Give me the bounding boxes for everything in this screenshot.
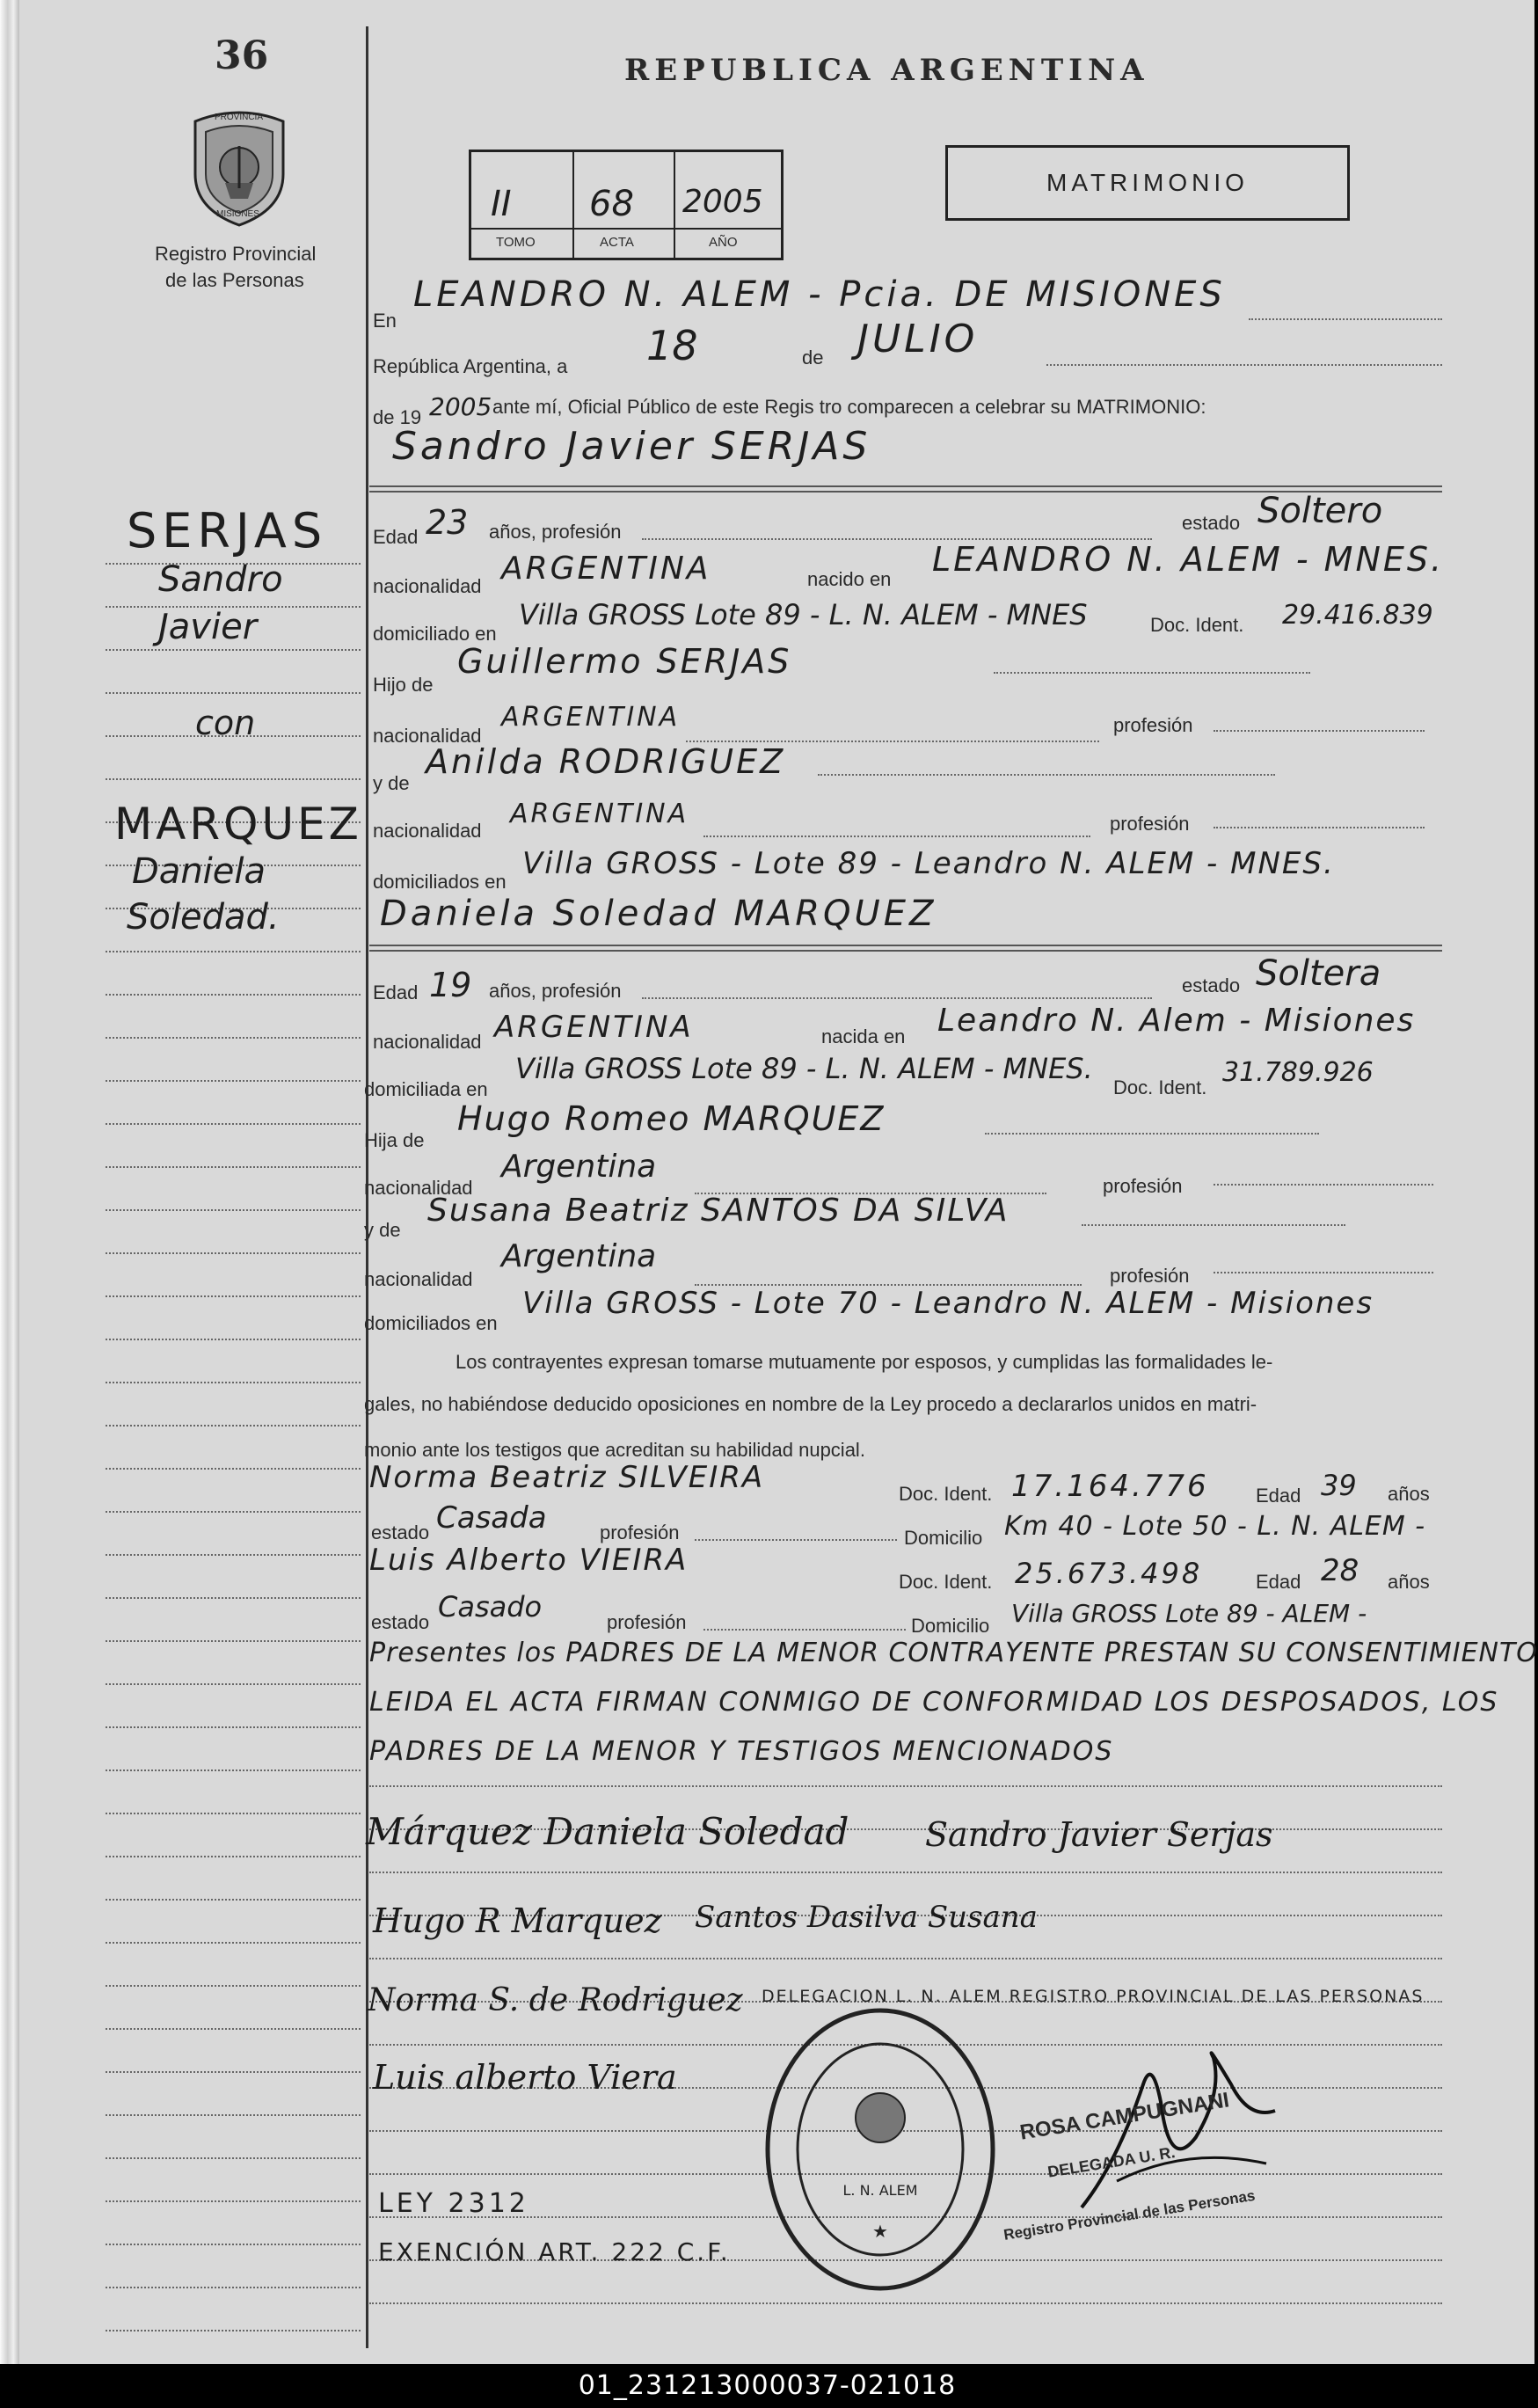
- groom-estado-label: estado: [1182, 512, 1241, 534]
- record-type-box: [945, 145, 1350, 221]
- groom-edad-label: Edad: [373, 526, 419, 548]
- official-name: ROSA CAMPUGNANI: [1018, 2088, 1231, 2145]
- tomo-value: II: [491, 184, 512, 224]
- groom-father-profesion-label: profesión: [1113, 714, 1193, 736]
- witness2-doc-label: Doc. Ident.: [899, 1571, 993, 1593]
- witness1-domicilio-label: Domicilio: [904, 1527, 983, 1549]
- witness2-anos-label: años: [1388, 1571, 1430, 1593]
- witness1-name: Norma Beatriz SILVEIRA: [369, 1460, 765, 1495]
- margin-rule: [106, 1813, 361, 1814]
- groom-age: 23: [426, 503, 469, 542]
- signature-rule: [369, 2302, 1442, 2304]
- day-value: 18: [646, 322, 698, 369]
- witness1-doc-label: Doc. Ident.: [899, 1483, 993, 1505]
- signature-rule: [369, 1872, 1442, 1873]
- bride-y-de-label: y de: [364, 1219, 401, 1241]
- groom-mother-profesion-label: profesión: [1110, 813, 1190, 835]
- groom-nacido-en-label: nacido en: [807, 568, 892, 590]
- margin-bride-second: Soledad.: [127, 897, 280, 938]
- witness2-estado: Casado: [438, 1590, 543, 1624]
- bride-estado: Soltera: [1256, 953, 1381, 994]
- ano-label: AÑO: [709, 235, 738, 250]
- signature-mother: Santos Dasilva Susana: [695, 1900, 1038, 1935]
- groom-y-de-label: y de: [373, 772, 410, 794]
- margin-rule: [106, 1985, 361, 1987]
- signature-father: Hugo R Marquez: [373, 1901, 662, 1940]
- bride-hija-de-label: Hija de: [364, 1129, 425, 1151]
- margin-bride-surname: MARQUEZ: [114, 799, 362, 850]
- bride-nacionalidad: ARGENTINA: [494, 1010, 694, 1045]
- year-value: 2005: [429, 392, 492, 421]
- margin-rule: [106, 2114, 361, 2116]
- witness2-domicilio: Villa GROSS Lote 89 - ALEM -: [1011, 1599, 1367, 1628]
- note-line3: PADRES DE LA MENOR Y TESTIGOS MENCIONADOS: [369, 1736, 1114, 1767]
- witness1-doc: 17.164.776: [1011, 1469, 1209, 1504]
- groom-anos-profesion-label: años, profesión: [489, 521, 622, 543]
- bride-mother-profesion-label: profesión: [1110, 1265, 1190, 1287]
- witness1-domicilio: Km 40 - Lote 50 - L. N. ALEM -: [1004, 1511, 1426, 1542]
- margin-rule: [106, 1382, 361, 1383]
- margin-rule: [106, 778, 361, 780]
- groom-domiciliado-label: domiciliado en: [373, 623, 497, 645]
- bride-parents-domiciliados-label: domiciliados en: [364, 1312, 498, 1334]
- signature-rule: [369, 1958, 1442, 1959]
- groom-father-nac-label: nacionalidad: [373, 725, 482, 747]
- provincial-seal-icon: [186, 104, 292, 227]
- margin-rule: [106, 2200, 361, 2202]
- official-registry: Registro Provincial de las Personas: [1002, 2186, 1257, 2244]
- margin-groom-second: Javier: [158, 607, 258, 647]
- de-year-prefix: de 19: [373, 406, 422, 428]
- witness2-estado-label: estado: [371, 1611, 430, 1633]
- witness2-profesion-label: profesión: [607, 1611, 687, 1633]
- margin-rule: [106, 951, 361, 952]
- margin-groom-first: Sandro: [158, 559, 283, 600]
- witness2-domicilio-label: Domicilio: [911, 1615, 990, 1637]
- margin-rule: [106, 1252, 361, 1254]
- signature-rule: [369, 1785, 1442, 1787]
- margin-rule: [106, 1942, 361, 1944]
- bride-parents-domicilio: Villa GROSS - Lote 70 - Leandro N. ALEM - Misiones: [522, 1286, 1374, 1321]
- signature-bride: Márquez Daniela Soledad: [366, 1810, 849, 1853]
- margin-rule: [106, 1511, 361, 1513]
- country-title: REPUBLICA ARGENTINA: [624, 53, 1149, 88]
- bride-anos-profesion-label: años, profesión: [489, 980, 622, 1002]
- margin-rule: [106, 2028, 361, 2030]
- margin-rule: [106, 1209, 361, 1211]
- registry-name-line1: Registro Provincial: [155, 243, 317, 265]
- bride-edad-label: Edad: [373, 981, 419, 1003]
- de-label: de: [802, 347, 824, 368]
- note-line1: Presentes los PADRES DE LA MENOR CONTRAYENTE PRESTAN SU CONSENTIMIENTO: [369, 1638, 1538, 1668]
- witness1-estado-label: estado: [371, 1521, 430, 1543]
- bride-estado-label: estado: [1182, 974, 1241, 996]
- margin-rule: [106, 2287, 361, 2288]
- margin-rule: [106, 1295, 361, 1297]
- signature-witness2: Luis alberto Viera: [373, 2058, 677, 2097]
- margin-rule: [106, 1770, 361, 1771]
- intro-text: ante mí, Oficial Público de este Regis tro comparecen a celebrar su MATRIMONIO:: [492, 396, 1206, 418]
- groom-full-name: Sandro Javier SERJAS: [392, 424, 871, 469]
- declaration-line3: monio ante los testigos que acreditan su habilidad nupcial.: [364, 1439, 865, 1461]
- groom-hijo-de-label: Hijo de: [373, 674, 434, 696]
- margin-rule: [106, 1037, 361, 1039]
- svg-text:★: ★: [872, 2222, 888, 2242]
- margin-rule: [106, 1856, 361, 1857]
- witness2-age: 28: [1321, 1553, 1359, 1588]
- bride-doc: 31.789.926: [1222, 1057, 1374, 1088]
- bride-father-nac: Argentina: [501, 1149, 657, 1185]
- bride-domiciliada-label: domiciliada en: [364, 1078, 488, 1100]
- margin-con: con: [195, 704, 256, 742]
- bride-nacida-en-label: nacida en: [821, 1025, 906, 1047]
- margin-rule: [106, 2071, 361, 2073]
- bride-domicilio: Villa GROSS Lote 89 - L. N. ALEM - MNES.: [515, 1052, 1093, 1085]
- margin-rule: [106, 1683, 361, 1685]
- bride-mother-nac: Argentina: [501, 1238, 657, 1274]
- groom-doc-label: Doc. Ident.: [1150, 614, 1244, 636]
- bride-mother-nac-label: nacionalidad: [364, 1268, 473, 1290]
- month-value: JULIO: [857, 317, 979, 361]
- republica-label: República Argentina, a: [373, 355, 568, 377]
- signature-witness1: Norma S. de Rodriguez: [368, 1982, 743, 2018]
- acta-label: ACTA: [600, 235, 634, 250]
- note-line2: LEIDA EL ACTA FIRMAN CONMIGO DE CONFORMIDAD LOS DESPOSADOS, LOS: [369, 1687, 1499, 1718]
- binding-edge: [0, 0, 19, 2364]
- margin-rule: [106, 1425, 361, 1427]
- groom-nacido-en: LEANDRO N. ALEM - MNES.: [932, 540, 1445, 579]
- margin-rule: [106, 2157, 361, 2159]
- margin-rule: [106, 1123, 361, 1125]
- stamp-center-text: L. N. ALEM: [842, 2182, 918, 2199]
- margin-rule: [106, 1726, 361, 1728]
- witness2-edad-label: Edad: [1256, 1571, 1301, 1593]
- groom-mother-nac: ARGENTINA: [510, 799, 689, 829]
- margin-rule: [106, 649, 361, 651]
- witness2-doc: 25.673.498: [1015, 1557, 1203, 1590]
- bride-nacionalidad-label: nacionalidad: [373, 1031, 482, 1053]
- bride-doc-label: Doc. Ident.: [1113, 1076, 1207, 1098]
- bride-full-name: Daniela Soledad MARQUEZ: [380, 894, 937, 934]
- stamp-ring-text: DELEGACION L. N. ALEM REGISTRO PROVINCIAL DE LAS PERSONAS: [762, 1987, 1425, 2006]
- groom-mother-nac-label: nacionalidad: [373, 820, 482, 842]
- bride-nacida-en: Leandro N. Alem - Misiones: [937, 1003, 1416, 1039]
- witness1-anos-label: años: [1388, 1483, 1430, 1505]
- emblem-bottom-text: MISIONES: [216, 209, 259, 219]
- reference-box: [469, 150, 784, 260]
- groom-nacionalidad: ARGENTINA: [501, 551, 711, 587]
- witness1-age: 39: [1321, 1469, 1357, 1502]
- emblem-top-text: PROVINCIA: [215, 113, 264, 122]
- margin-rule: [106, 1468, 361, 1470]
- declaration-line2: gales, no habiéndose deducido oposiciones en nombre de la Ley procedo a declararlos unidos en matri-: [364, 1393, 1257, 1415]
- page-number: 36: [215, 33, 269, 78]
- margin-rule: [106, 1597, 361, 1599]
- law-line1: LEY 2312: [378, 2188, 529, 2219]
- bride-mother: Susana Beatriz SANTOS DA SILVA: [427, 1193, 1010, 1229]
- groom-doc: 29.416.839: [1282, 600, 1433, 631]
- law-line2: EXENCIÓN ART. 222 C.F.: [378, 2237, 731, 2266]
- groom-father-nac: ARGENTINA: [501, 702, 681, 733]
- en-label: En: [373, 310, 397, 332]
- margin-rule: [106, 1899, 361, 1901]
- declaration-line1: Los contrayentes expresan tomarse mutuamente por esposos, y cumplidas las formalidades le-: [456, 1351, 1273, 1373]
- groom-nacionalidad-label: nacionalidad: [373, 575, 482, 597]
- margin-rule: [106, 692, 361, 694]
- groom-parents-domicilio: Villa GROSS - Lote 89 - Leandro N. ALEM - MNES.: [522, 846, 1335, 881]
- official-title: DELEGADA U. R.: [1046, 2143, 1177, 2181]
- place-value: LEANDRO N. ALEM - Pcia. DE MISIONES: [413, 274, 1226, 315]
- margin-rule: [106, 1339, 361, 1340]
- acta-value: 68: [589, 184, 634, 224]
- bride-father-nac-label: nacionalidad: [364, 1177, 473, 1199]
- groom-domicilio: Villa GROSS Lote 89 - L. N. ALEM - MNES: [519, 598, 1088, 631]
- witness1-estado: Casada: [436, 1500, 547, 1536]
- groom-estado: Soltero: [1257, 491, 1383, 531]
- signature-groom: Sandro Javier Serjas: [925, 1815, 1273, 1854]
- witness2-name: Luis Alberto VIEIRA: [369, 1543, 689, 1578]
- margin-groom-surname: SERJAS: [127, 503, 328, 558]
- record-type-label: MATRIMONIO: [1046, 169, 1249, 196]
- groom-mother: Anilda RODRIGUEZ: [426, 742, 786, 781]
- ano-value: 2005: [682, 184, 763, 220]
- scan-footer-code: 01_231213000037-021018: [0, 2364, 1534, 2408]
- margin-rule: [106, 2330, 361, 2331]
- groom-parents-domiciliados-label: domiciliados en: [373, 871, 507, 893]
- registry-name-line2: de las Personas: [165, 269, 304, 291]
- margin-rule: [106, 2244, 361, 2245]
- bride-age: 19: [429, 966, 472, 1004]
- groom-father: Guillermo SERJAS: [457, 642, 792, 681]
- margin-rule: [106, 1554, 361, 1556]
- margin-rule: [106, 1166, 361, 1168]
- bride-father-profesion-label: profesión: [1103, 1175, 1183, 1197]
- margin-bride-first: Daniela: [132, 851, 266, 892]
- witness1-edad-label: Edad: [1256, 1485, 1301, 1507]
- tomo-label: TOMO: [496, 235, 536, 250]
- margin-rule: [106, 1080, 361, 1082]
- margin-rule: [106, 994, 361, 996]
- bride-father: Hugo Romeo MARQUEZ: [457, 1099, 886, 1138]
- witness1-profesion-label: profesión: [600, 1521, 680, 1543]
- margin-rule: [106, 1640, 361, 1642]
